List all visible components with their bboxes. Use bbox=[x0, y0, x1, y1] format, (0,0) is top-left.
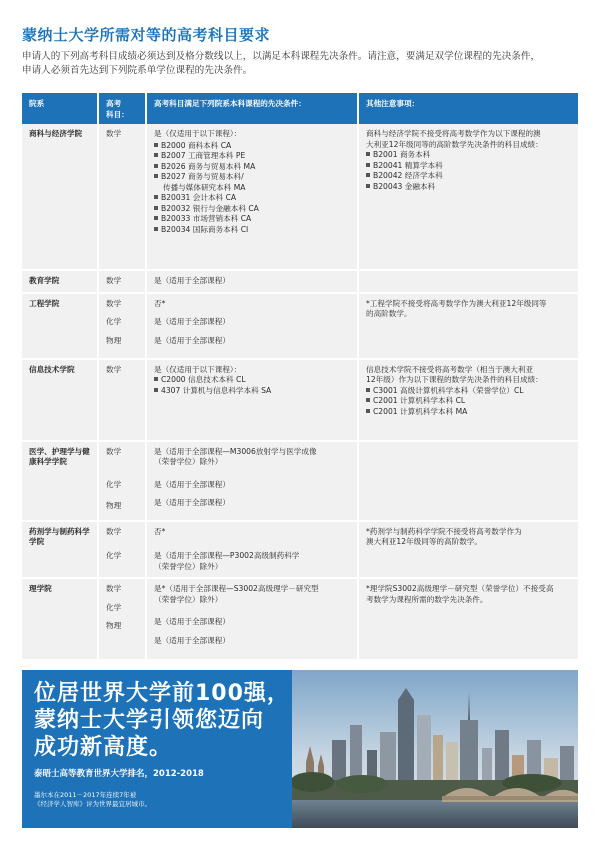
subject-label: 数学 bbox=[106, 364, 122, 374]
conditions-cell bbox=[146, 124, 358, 270]
note-text: B20042 经济学本科 bbox=[373, 171, 443, 180]
bullet-square-icon bbox=[154, 206, 158, 210]
bullet-square-icon bbox=[154, 377, 158, 381]
condition-line bbox=[154, 375, 350, 386]
condition-line bbox=[154, 299, 350, 310]
subject-cell bbox=[98, 578, 146, 660]
faculty-cell: 医学、护理学与健康科学学院 bbox=[22, 441, 98, 521]
condition-text: 传播与媒体研究本科 MA bbox=[163, 182, 246, 192]
intro-line: 申请人必须首先达到下列院系单学位课程的先决条件。 bbox=[22, 65, 253, 76]
note-line bbox=[366, 595, 571, 606]
note-text: 考数学为课程所需的数学先决条件。 bbox=[366, 594, 488, 604]
note-line bbox=[366, 365, 571, 376]
note-line bbox=[366, 150, 571, 161]
bullet-square-icon bbox=[154, 227, 158, 231]
condition-text: 是（适用于全部课程） bbox=[154, 617, 230, 626]
condition-line bbox=[154, 162, 350, 173]
notes-cell bbox=[358, 124, 578, 270]
condition-line bbox=[154, 276, 350, 287]
note-text: C3001 高级计算机科学本科（荣誉学位）CL bbox=[373, 385, 524, 395]
faculty-cell: 商科与经济学院 bbox=[22, 124, 98, 270]
bullet-square-icon bbox=[366, 388, 370, 392]
note-text: B20041 精算学本科 bbox=[373, 160, 443, 170]
subject-label: 化学 bbox=[106, 602, 122, 612]
condition-text: 是（适用于全部课程） bbox=[154, 317, 230, 326]
condition-line bbox=[154, 336, 350, 347]
bullet-square-icon bbox=[366, 173, 370, 177]
condition-text: 是（适用于全部课程） bbox=[154, 335, 230, 345]
faculty-cell: 药剂学与制药科学学院 bbox=[22, 521, 98, 579]
note-text: C2001 计算机科学本科 MA bbox=[373, 406, 468, 416]
subject-label: 化学 bbox=[106, 551, 122, 560]
bullet-square-icon bbox=[366, 398, 370, 402]
subject-label: 数学 bbox=[106, 298, 122, 308]
subject-label: 物理 bbox=[106, 621, 122, 630]
subject-label: 数学 bbox=[106, 129, 122, 138]
condition-line bbox=[154, 141, 350, 152]
footnote-line: 墨尔本在2011－2017年连续7年被 bbox=[34, 791, 137, 799]
condition-line bbox=[154, 129, 350, 140]
subject-cell bbox=[98, 441, 146, 521]
note-text: B20043 金融本科 bbox=[373, 181, 436, 191]
note-line bbox=[366, 407, 571, 418]
header-subject: 高考 科目： bbox=[98, 93, 146, 124]
note-line bbox=[366, 527, 571, 538]
table-row bbox=[22, 359, 578, 441]
condition-text: 4307 计算机与信息科学本科 SA bbox=[161, 385, 272, 395]
condition-text: 是（适用于全部课程） bbox=[154, 635, 230, 645]
subject-cell bbox=[98, 270, 146, 293]
condition-line bbox=[154, 584, 350, 595]
condition-text: 是（适用于全部课程—P3002高级制药科学 bbox=[154, 551, 300, 560]
condition-text: B2026 商务与贸易本科 MA bbox=[161, 161, 256, 171]
condition-text: B20032 银行与金融本科 CA bbox=[161, 203, 259, 213]
subject-label: 化学 bbox=[106, 317, 122, 326]
table-header-row bbox=[22, 93, 578, 124]
bullet-square-icon bbox=[154, 143, 158, 147]
ranking-source: 泰晤士高等教育世界大学排名，2012-2018 bbox=[34, 769, 204, 779]
conditions-cell bbox=[146, 441, 358, 521]
note-line bbox=[366, 537, 571, 548]
note-text: 大利亚12年级同等的高阶数学先决条件的科目成绩： bbox=[366, 139, 543, 149]
intro-text bbox=[22, 50, 582, 78]
condition-text: （荣誉学位）除外） bbox=[154, 561, 223, 571]
table-row bbox=[22, 124, 578, 270]
subject-label: 物理 bbox=[106, 500, 122, 510]
table-row bbox=[22, 270, 578, 293]
condition-line bbox=[154, 527, 350, 538]
note-line bbox=[366, 584, 571, 595]
subject-label: 数学 bbox=[106, 276, 122, 285]
condition-text: B20031 会计本科 CA bbox=[161, 193, 237, 202]
condition-text: B20034 国际商务本科 CI bbox=[161, 224, 249, 234]
bullet-square-icon bbox=[154, 388, 158, 392]
condition-line bbox=[154, 225, 350, 236]
subject-label: 数学 bbox=[106, 584, 122, 593]
notes-cell bbox=[358, 270, 578, 293]
condition-line bbox=[154, 386, 350, 397]
livable-city-note bbox=[34, 791, 151, 809]
condition-line bbox=[154, 204, 350, 215]
notes-cell bbox=[358, 359, 578, 441]
condition-text: B2027 商务与贸易本科/ bbox=[161, 172, 244, 181]
footnote-line: 《经济学人智库》评为世界最宜居城市。 bbox=[34, 800, 151, 808]
subject-cell bbox=[98, 293, 146, 359]
bullet-square-icon bbox=[154, 174, 158, 178]
condition-line bbox=[154, 317, 350, 328]
melbourne-skyline-photo bbox=[292, 670, 578, 828]
condition-text: （荣誉学位）除外） bbox=[154, 594, 223, 604]
intro-line: 申请人的下列高考科目成绩必须达到及格分数线以上，以满足本科课程先决条件。请注意，要满足双学位课程的先决条件， bbox=[22, 51, 541, 62]
header-conditions: 高考科目满足下列院系本科课程的先决条件： bbox=[146, 93, 358, 124]
headline-line: 成功新高度。 bbox=[34, 735, 173, 760]
requirements-table bbox=[22, 93, 578, 661]
note-line bbox=[366, 129, 571, 140]
condition-text: 是（适用于全部课程） bbox=[154, 498, 230, 507]
notes-cell bbox=[358, 441, 578, 521]
bullet-square-icon bbox=[154, 195, 158, 199]
condition-line bbox=[154, 562, 350, 573]
page-title: 蒙纳士大学所需对等的高考科目要求 bbox=[22, 26, 271, 44]
condition-text: 是（适用于全部课程） bbox=[154, 479, 230, 489]
note-text: C2001 计算机科学本科 CL bbox=[373, 396, 466, 405]
faculty-cell: 信息技术学院 bbox=[22, 359, 98, 441]
note-line bbox=[366, 375, 571, 386]
bullet-square-icon bbox=[154, 216, 158, 220]
condition-text: B2007 工商管理本科 PE bbox=[161, 151, 246, 160]
conditions-cell bbox=[146, 578, 358, 660]
note-text: 商科与经济学院不接受将高考数学作为以下课程的澳 bbox=[366, 129, 541, 138]
faculty-cell: 教育学院 bbox=[22, 270, 98, 293]
subject-cell bbox=[98, 521, 146, 579]
notes-cell bbox=[358, 578, 578, 660]
note-text: 12年级）作为以下课程的数学先决条件的科目成绩： bbox=[366, 375, 543, 384]
subject-label: 数学 bbox=[106, 526, 122, 536]
condition-text: 否* bbox=[154, 526, 166, 536]
condition-line bbox=[154, 193, 350, 204]
table-row bbox=[22, 293, 578, 359]
note-text: 澳大利亚12年级同等的高阶数学。 bbox=[366, 537, 482, 546]
bullet-square-icon bbox=[154, 164, 158, 168]
promo-headline bbox=[34, 680, 290, 761]
conditions-cell bbox=[146, 359, 358, 441]
note-text: 的高阶数学。 bbox=[366, 309, 412, 318]
note-line bbox=[366, 140, 571, 151]
notes-cell bbox=[358, 293, 578, 359]
condition-text: B2000 商科本科 CA bbox=[161, 140, 232, 150]
subject-label: 数学 bbox=[106, 446, 122, 456]
bullet-square-icon bbox=[366, 184, 370, 188]
condition-line bbox=[154, 172, 350, 183]
table-row bbox=[22, 578, 578, 660]
condition-line bbox=[154, 595, 350, 606]
condition-line bbox=[154, 183, 350, 194]
condition-line bbox=[154, 636, 350, 647]
subject-cell bbox=[98, 359, 146, 441]
condition-text: C2000 信息技术本科 CL bbox=[161, 375, 246, 384]
note-text: *药剂学与制药科学学院不接受将高考数学作为 bbox=[366, 526, 522, 536]
note-line bbox=[366, 386, 571, 397]
condition-text: 是（适用于全部课程—M3006放射学与医学成像 bbox=[154, 446, 317, 456]
faculty-cell: 理学院 bbox=[22, 578, 98, 660]
table-row bbox=[22, 441, 578, 521]
condition-text: 是（仅适用于以下课程）： bbox=[154, 364, 242, 374]
condition-line bbox=[154, 480, 350, 491]
bullet-square-icon bbox=[366, 409, 370, 413]
headline-line: 蒙纳士大学引领您迈向 bbox=[34, 708, 265, 733]
condition-line bbox=[154, 617, 350, 628]
condition-line bbox=[154, 365, 350, 376]
note-text: B2001 商务本科 bbox=[373, 150, 431, 159]
note-line bbox=[366, 161, 571, 172]
condition-line bbox=[154, 498, 350, 509]
subject-label: 化学 bbox=[106, 480, 122, 489]
condition-line bbox=[154, 457, 350, 468]
note-text: *工程学院不接受将高考数学作为澳大利亚12年级同等 bbox=[366, 298, 547, 308]
note-line bbox=[366, 299, 571, 310]
note-line bbox=[366, 396, 571, 407]
condition-text: 否* bbox=[154, 298, 166, 308]
bullet-square-icon bbox=[154, 153, 158, 157]
conditions-cell bbox=[146, 270, 358, 293]
condition-line bbox=[154, 447, 350, 458]
condition-text: 是（适用于全部课程） bbox=[154, 276, 230, 285]
note-line bbox=[366, 171, 571, 182]
note-text: 信息技术学院不接受将高考数学（相当于澳大利亚 bbox=[366, 364, 534, 374]
promo-banner bbox=[22, 670, 578, 828]
subject-label: 物理 bbox=[106, 335, 122, 345]
condition-text: 是（仅适用于以下课程）： bbox=[154, 129, 242, 138]
bullet-square-icon bbox=[366, 163, 370, 167]
table-row bbox=[22, 521, 578, 579]
condition-line bbox=[154, 214, 350, 225]
header-faculty: 院系 bbox=[22, 93, 98, 124]
note-line bbox=[366, 309, 571, 320]
condition-line bbox=[154, 151, 350, 162]
condition-line bbox=[154, 551, 350, 562]
header-notes: 其他注意事项： bbox=[358, 93, 578, 124]
condition-text: B20033 市场营销本科 CA bbox=[161, 214, 252, 223]
faculty-cell: 工程学院 bbox=[22, 293, 98, 359]
notes-cell bbox=[358, 521, 578, 579]
note-text: *理学院S3002高级理学－研究型（荣誉学位）不接受高 bbox=[366, 584, 554, 593]
conditions-cell bbox=[146, 293, 358, 359]
note-line bbox=[366, 182, 571, 193]
condition-text: 是*（适用于全部课程—S3002高级理学－研究型 bbox=[154, 584, 319, 593]
condition-text: （荣誉学位）除外） bbox=[154, 457, 223, 466]
bullet-square-icon bbox=[366, 152, 370, 156]
subject-cell bbox=[98, 124, 146, 270]
headline-line: 位居世界大学前100强， bbox=[34, 681, 290, 706]
conditions-cell bbox=[146, 521, 358, 579]
